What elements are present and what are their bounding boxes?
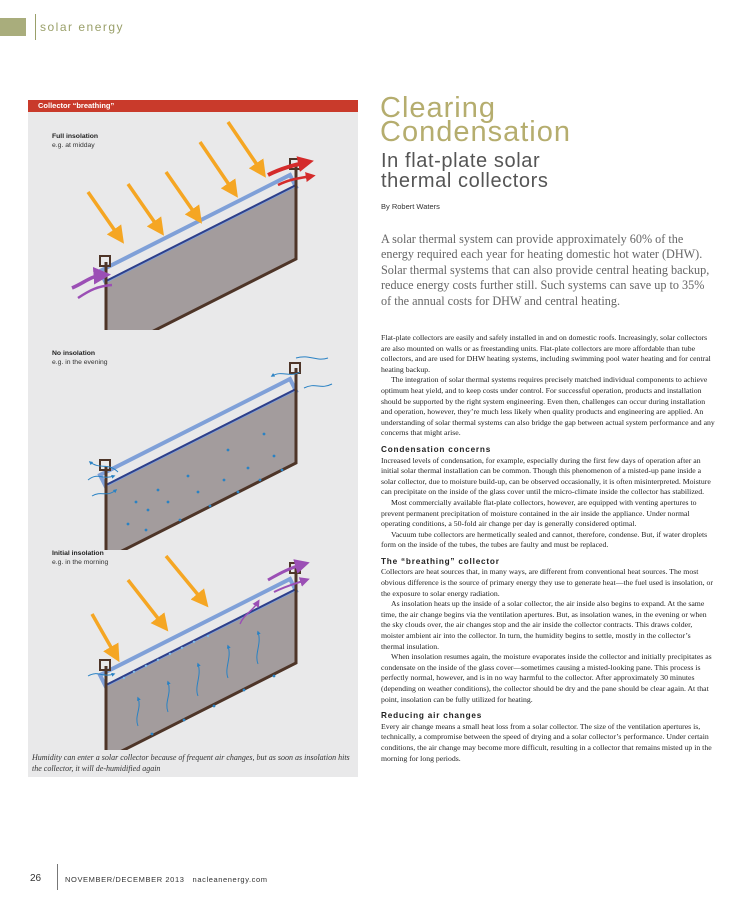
issue-date: NOVEMBER/DECEMBER 2013 xyxy=(65,875,185,884)
website[interactable]: nacleanenergy.com xyxy=(192,875,268,884)
byline: By Robert Waters xyxy=(381,202,440,211)
paragraph: Increased levels of condensation, for example, especially during the first few days of operation after an initial solar thermal installation can be common. Though this phenomenon of a misted-up pane inside a solar collector, due to moisture build-up, can be observed occasionally, it is often misinterpreted. Moisture can precipitate on the inside of the glass cover until the micro-climate inside the collector has stabilized. xyxy=(381,455,711,497)
section-heading: Reducing air changes xyxy=(381,711,483,721)
diagram-label-full: Full insolation e.g. at midday xyxy=(52,133,99,149)
article-title xyxy=(380,92,720,148)
page-number: 26 xyxy=(30,873,42,884)
paragraph: As insolation heats up the inside of a solar collector, the air inside also begins to expand. At the same time, the air change begins via the ventilation apertures. But, as insolation wanes, in the evening or when the sky clouds over, the air changes stop and the air inside the collector contracts. This draws colder, moister ambient air into the collector. In turn, the humidity begins to settle, mostly in the collector’s thermal insulation. xyxy=(381,599,707,651)
section-heading: Condensation concerns xyxy=(381,444,492,454)
title-line-2: Condensation xyxy=(380,116,571,148)
paragraph: Vacuum tube collectors are hermetically sealed and cannot, therefore, condense. But, if water droplets form on the inside of the tubes, the tubes are faulty and must be replaced. xyxy=(381,529,708,550)
subtitle-line-2: thermal collectors xyxy=(381,170,549,192)
subtitle-line-1: In flat-plate solar xyxy=(381,150,541,172)
figure-caption: Humidity can enter a solar collector because of frequent air changes, but as soon as insolation hits the collector, it will de-humidified again xyxy=(32,753,350,773)
intro-paragraph: A solar thermal system can provide approximately 60% of the energy required each year for heating domestic hot water (DHW). Solar thermal systems that can also provide central heating backup, reduce energy costs further still. Such systems can save up to 35% of the annual costs for DHW and central heating. xyxy=(381,232,710,308)
paragraph: Collectors are heat sources that, in many ways, are different from conventional heat sources. The most obvious difference is the source of primary energy they use to generate heat—the fuel used is insolation, or the exposure to solar energy radiation. xyxy=(381,567,714,598)
section-label: solar energy xyxy=(40,20,125,34)
diagram-no-insolation xyxy=(28,330,358,550)
paragraph: The integration of solar thermal systems requires precisely matched individual components to achieve optimum heat yield, and to keep costs under control. For successful operation, products and installation should be supported by the right system engineering. Even then, challenges can occur during installation and operation, however, they’re much less likely when quality products and engineering are applied. An understanding of solar thermal systems can also bridge the gap between actual system performance and any concerns that might arise. xyxy=(381,375,715,438)
header-color-block xyxy=(0,18,26,36)
figure-panel-title: Collector “breathing” xyxy=(38,101,115,110)
diagram-initial-insolation xyxy=(28,530,358,750)
title-line-1: Clearing xyxy=(380,92,496,124)
paragraph: When insolation resumes again, the moisture evaporates inside the collector and initially precipitates as condensate on the inside of the glass cover—sometimes causing a misted-looking pane. This process is perfectly normal, however, and is in no way harmful to the collector. After approximately 30 minutes (depending on weather conditions), the collector should be dry and the pane should be clear again. At that point, insolation can be fully utilized for heating. xyxy=(381,652,712,704)
paragraph: Flat-plate collectors are easily and safely installed in and on domestic roofs. Increasingly, solar collectors are also mounted on walls or as freestanding units. Flat-plate collectors are more affordable than tube collectors, and are used for DHW heating systems, including swimming pool water heating and for central heating backup. xyxy=(381,333,711,374)
diagram-label-none: No insolation e.g. in the evening xyxy=(52,350,108,366)
paragraph: Every air change means a small heat loss from a solar collector. The size of the ventilation apertures is, technically, a compromise between the speed of drying and a solar collector’s performance. Under certain conditions, the air change may become more difficult, resulting in a collector that remains misted up in the morning for long periods. xyxy=(381,721,712,763)
header-divider xyxy=(35,14,36,40)
paragraph: Most commercially available flat-plate collectors, however, are equipped with venting apertures to prevent permanent precipitation of moisture contained in the air inside the appliance. Under normal operating conditions, a 50-fold air change per day is generally considered optimal. xyxy=(381,497,697,529)
article-subtitle xyxy=(381,151,721,191)
footer-info xyxy=(65,875,268,884)
article-body xyxy=(381,333,715,764)
diagram-label-initial: Initial insolation e.g. in the morning xyxy=(52,550,109,566)
footer-divider xyxy=(57,864,58,890)
section-heading: The “breathing” collector xyxy=(381,556,500,566)
diagram-full-insolation xyxy=(28,110,358,330)
